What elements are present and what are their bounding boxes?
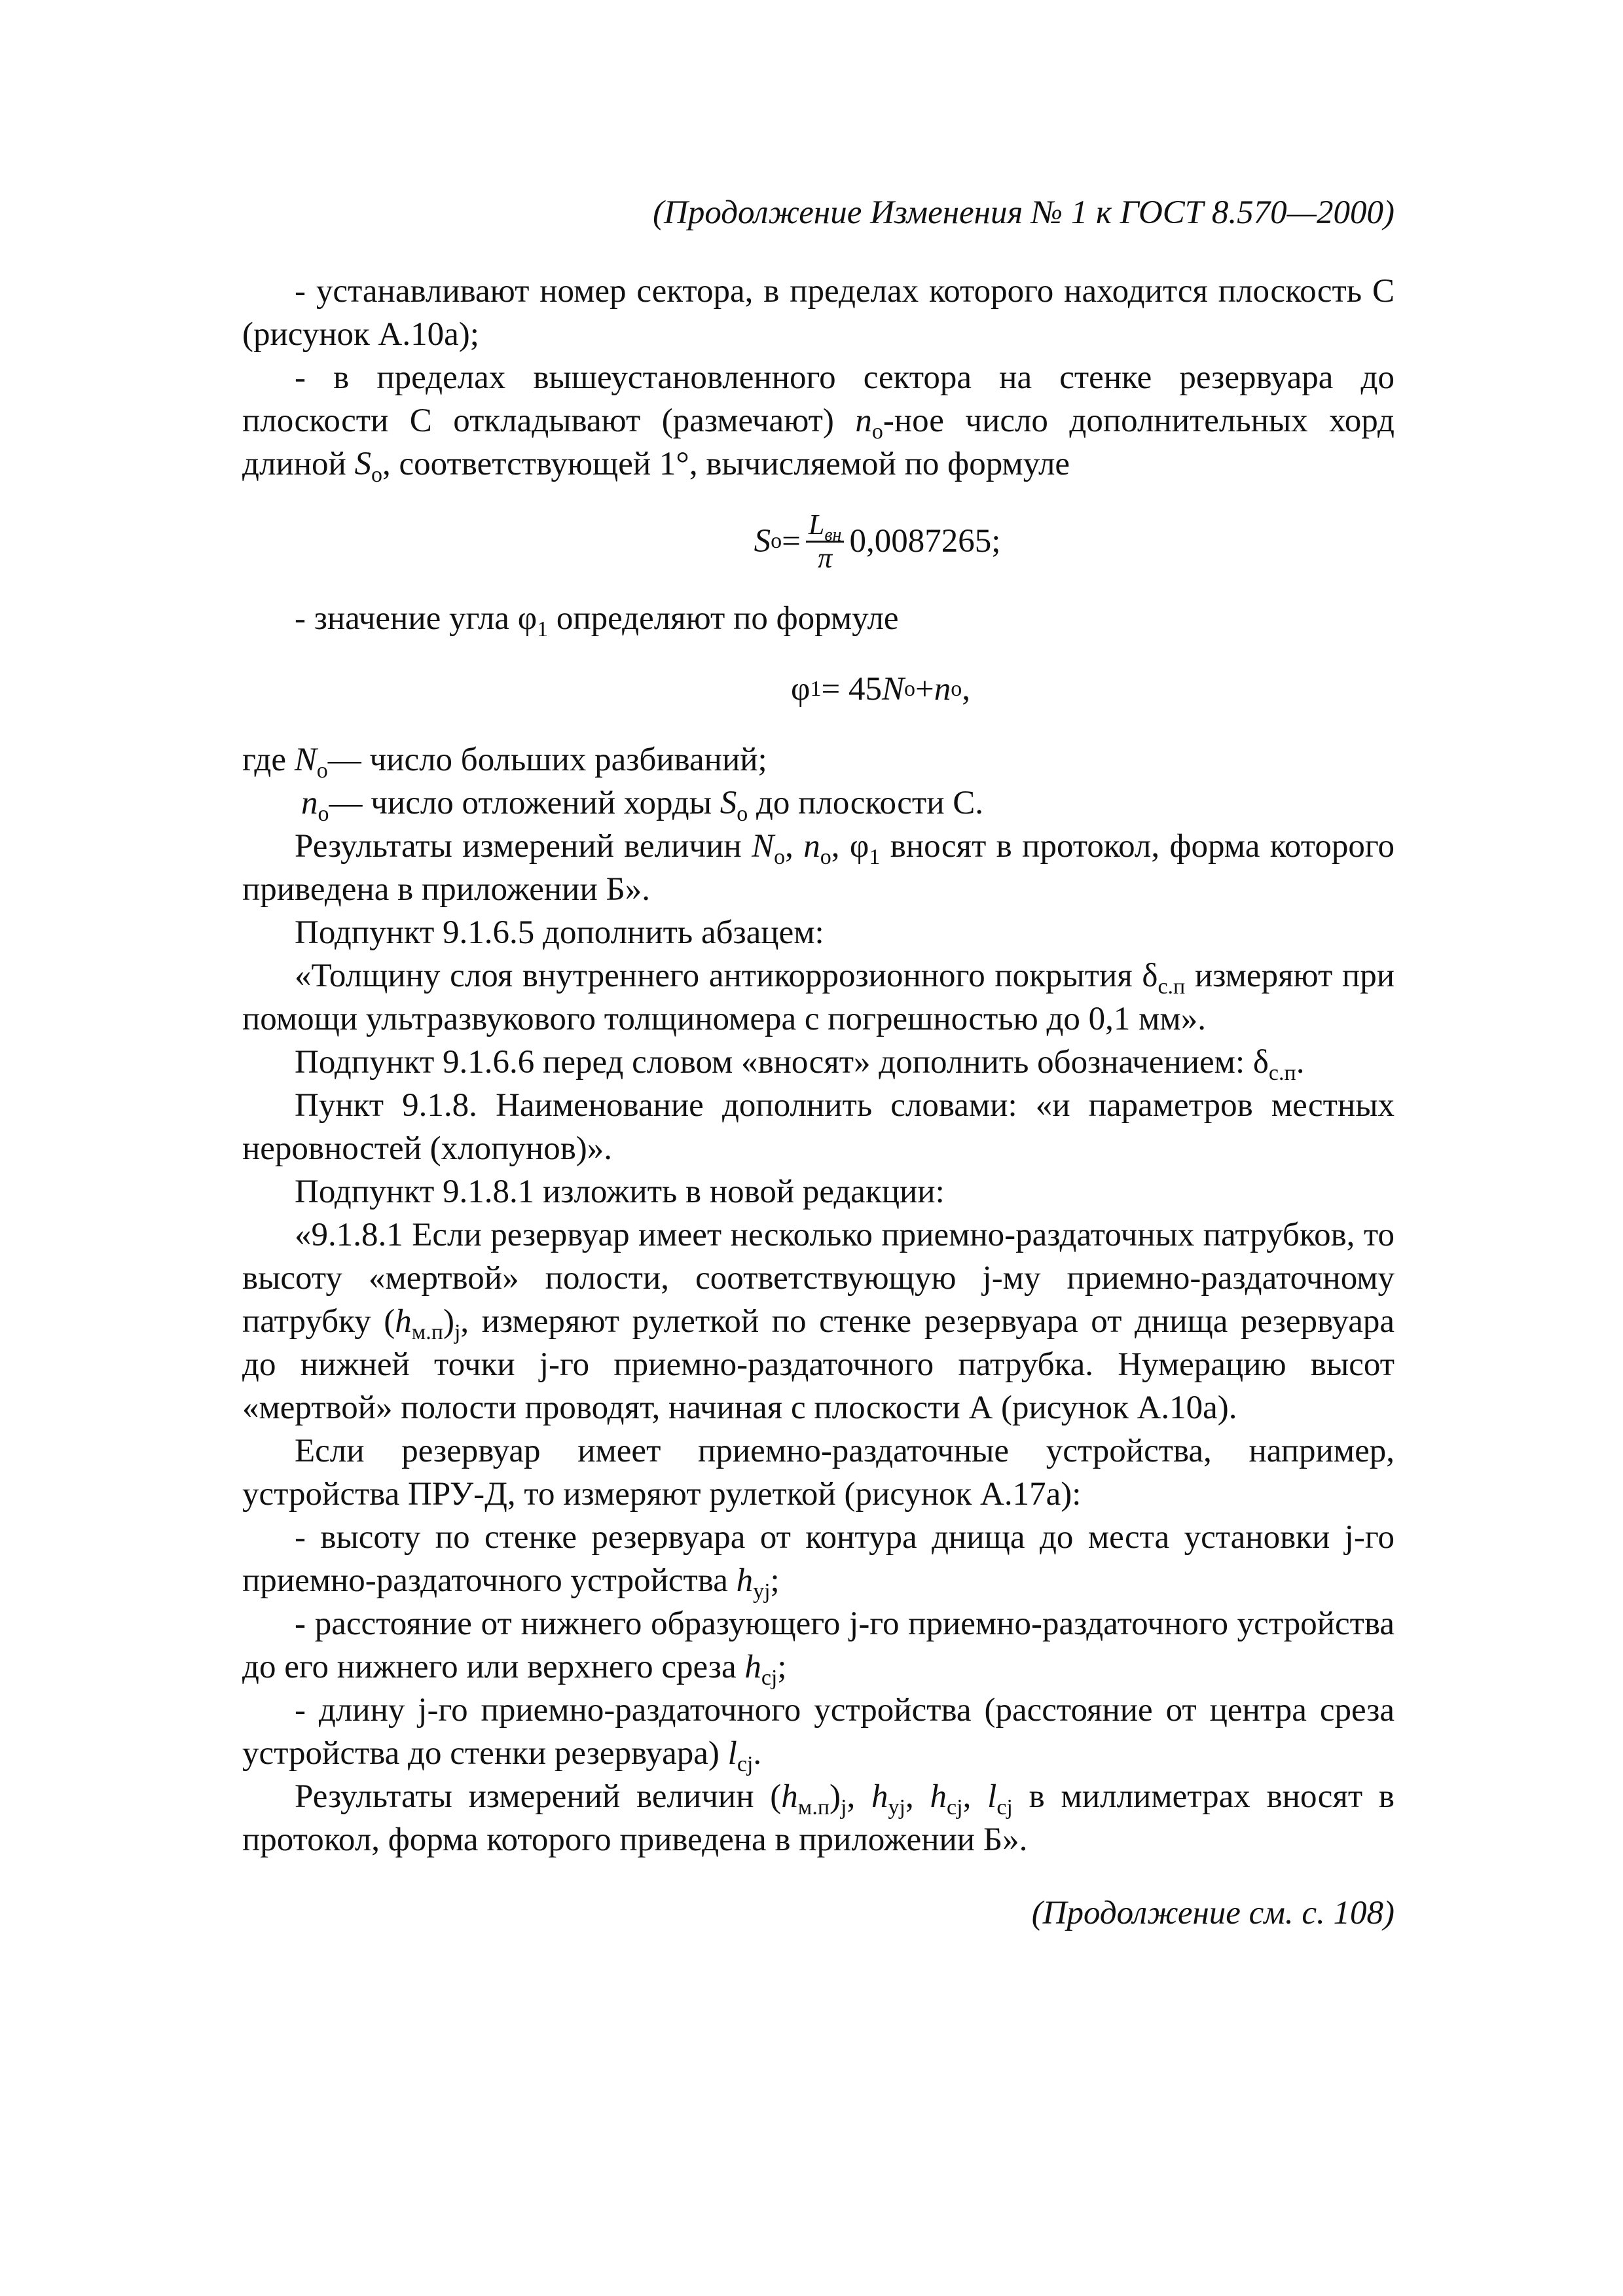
- where-line-n0: где $N_o—$ число больших разбиваний;: [242, 742, 767, 783]
- paragraph-angle: - значение угла $\varphi_1$ определяют по формуле: [295, 600, 899, 642]
- paragraph-coating-thickness: «Толщину слоя внутреннего антикоррозионного покрытия $\delta_{с.п}$ измеряют при помощи ультразвукового толщиномера с погрешностью до 0,1 мм».: [242, 958, 1395, 1037]
- paragraph-item-918: Пункт 9.1.8. Наименование дополнить словами: «и параметров местных неровностей (хлопунов)».: [242, 1087, 1395, 1167]
- paragraph-subitem-9165: Подпункт 9.1.6.5 дополнить абзацем:: [295, 914, 824, 951]
- formula-angle: φ 1 = 45 N o + n o ,: [791, 671, 970, 708]
- paragraph-sector-number: - устанавливают номер сектора, в пределах которого находится плоскость С (рисунок А.10а);: [242, 273, 1395, 353]
- page-header: (Продолжение Изменения № 1 к ГОСТ 8.570—2000): [653, 194, 1395, 231]
- formula-fraction: $\frac{L_{вн}}{\pi}$: [806, 509, 845, 574]
- paragraph-results-protocol: Результаты измерений величин $N_o$, $n_o$, $\varphi_1$ вносят в протокол, форма которого приведена в приложении Б».: [242, 828, 1395, 908]
- paragraph-dead-space-height: «9.1.8.1 Если резервуар имеет несколько приемно-раздаточных патрубков, то высоту «мертвой» полости, соответствующую j-му приемно-раздаточному патрубку $(h_{м.п})_j$, измеряют рулеткой по стенке резервуара от днища резервуара до нижней точки j-го приемно-раздаточного патрубка. Нумерацию высот «мертвой» полости проводят, начиная с плоскости А (рисунок А.10а).: [242, 1217, 1395, 1426]
- document-page: [242, 190, 1395, 1936]
- paragraph-subitem-9181: Подпункт 9.1.8.1 изложить в новой редакции:: [295, 1174, 945, 1210]
- paragraph-subitem-9166: Подпункт 9.1.6.6 перед словом «вносят» дополнить обозначением: $\delta_{с.п}$.: [295, 1044, 1305, 1086]
- where-line-chord-count: $n_o—$ число отложений хорды $S_o$ до плоскости С.: [301, 785, 984, 827]
- list-item-length: - длину j-го приемно-раздаточного устройства (расстояние от центра среза устройства до стенки резервуара) $l_{cj}$.: [242, 1692, 1395, 1777]
- paragraph-chords: - в пределах вышеустановленного сектора на стенке резервуара до плоскости С откладывают (размечают) $n_o$-ное число дополнительных хорд длиной $S_o$, соответствующей 1°, вычисляемой по формуле: [242, 359, 1395, 488]
- list-item-distance: - расстояние от нижнего образующего j-го приемно-раздаточного устройства до его нижнего или верхнего среза $h_{cj}$;: [242, 1605, 1395, 1691]
- list-item-height: - высоту по стенке резервуара от контура днища до места установки j-го приемно-раздаточного устройства $h_{уj}$;: [242, 1519, 1395, 1604]
- paragraph-pru-devices: Если резервуар имеет приемно-раздаточные устройства, например, устройства ПРУ-Д, то измеряют рулеткой (рисунок А.17а):: [242, 1433, 1395, 1513]
- page-footer-continuation: (Продолжение см. с. 108): [1031, 1895, 1395, 1931]
- paragraph-results-millimeters: Результаты измерений величин $(h_{м.п})_j$, $h_{уj}$, $h_{cj}$, $l_{cj}$ в миллиметрах вносят в протокол, форма которого приведена в приложении Б».: [242, 1778, 1395, 1858]
- formula-chord-length: S o = $\frac{L_{вн}}{\pi}$ 0,0087265;: [754, 508, 1001, 574]
